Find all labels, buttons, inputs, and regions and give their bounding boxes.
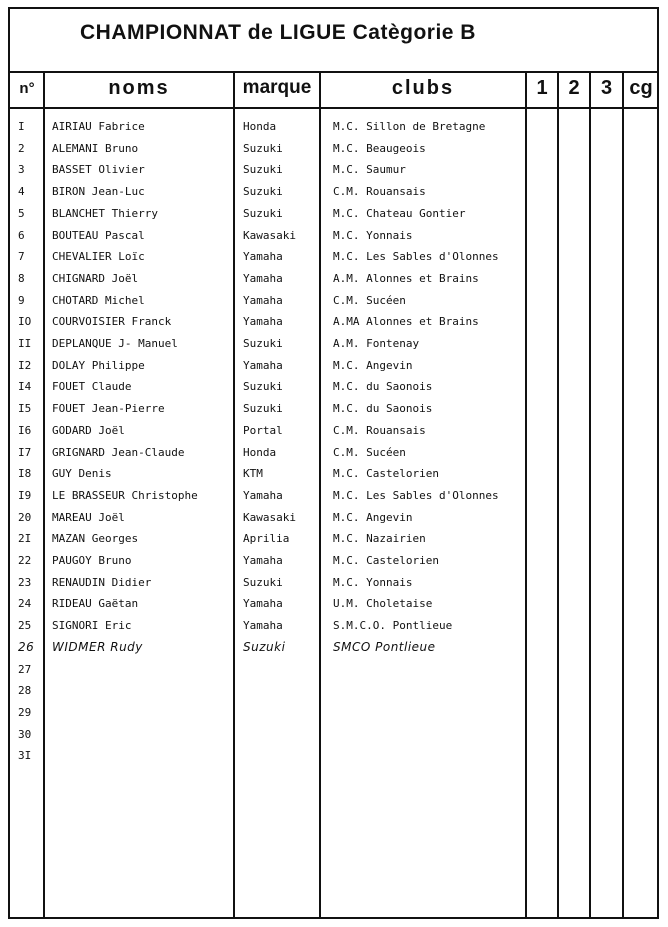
- table-row: [10, 116, 657, 137]
- table-row: [10, 290, 657, 311]
- entry-brand: Yamaha: [243, 488, 283, 502]
- entry-number: 20: [18, 510, 32, 524]
- entry-name: GODARD Joël: [52, 423, 125, 437]
- header-cg: cg: [629, 77, 653, 99]
- entry-brand: Yamaha: [243, 293, 283, 307]
- entry-name: BLANCHET Thierry: [52, 206, 158, 220]
- entry-number: IO: [18, 315, 32, 329]
- table-row: [10, 355, 657, 376]
- entry-number: 9: [18, 293, 25, 307]
- table-row: [10, 507, 657, 528]
- header-round-3: 3: [600, 77, 613, 99]
- entry-number: I: [18, 120, 25, 133]
- entry-brand: KTM: [243, 467, 263, 481]
- table-row: [10, 593, 657, 614]
- entry-number: I6: [18, 423, 32, 437]
- entry-name: CHOTARD Michel: [52, 293, 145, 307]
- table-row: [10, 268, 657, 289]
- entry-number: II: [18, 337, 32, 350]
- entry-club: C.M. Rouansais: [333, 185, 426, 199]
- entry-number: I9: [18, 488, 32, 502]
- entry-number: 26: [18, 639, 35, 654]
- entry-name: GRIGNARD Jean-Claude: [52, 445, 185, 459]
- entry-club: M.C. Castelorien: [333, 467, 439, 481]
- entry-club: U.M. Choletaise: [333, 597, 433, 611]
- table-row: [10, 311, 657, 332]
- entry-number: 5: [18, 206, 25, 220]
- table-header: [10, 73, 657, 109]
- entry-club: C.M. Sucéen: [333, 293, 406, 307]
- table-row: [10, 138, 657, 159]
- entry-name: RENAUDIN Didier: [52, 575, 152, 589]
- table-row: [10, 572, 657, 593]
- entry-club: C.M. Rouansais: [333, 423, 426, 437]
- entry-club: M.C. Yonnais: [333, 228, 413, 242]
- entry-name: RIDEAU Gaëtan: [52, 597, 139, 611]
- entry-number: 29: [18, 705, 32, 719]
- page-title: CHAMPIONNAT de LIGUE Catègorie B: [80, 21, 476, 44]
- entry-number: 4: [18, 185, 25, 199]
- table-row: [10, 246, 657, 267]
- table-row: [10, 659, 657, 680]
- entry-brand: Yamaha: [243, 358, 283, 372]
- entry-number: 27: [18, 662, 32, 676]
- entry-number: 28: [18, 684, 32, 698]
- table-row: [10, 420, 657, 441]
- table-row: [10, 398, 657, 419]
- table-row: [10, 333, 657, 354]
- results-sheet: [8, 7, 659, 919]
- header-round-1: 1: [536, 77, 548, 99]
- entry-club: M.C. Saumur: [333, 163, 406, 177]
- entry-club: M.C. Les Sables d'Olonnes: [333, 488, 499, 502]
- entry-brand: Yamaha: [243, 597, 283, 611]
- entry-name: PAUGOY Bruno: [52, 554, 132, 567]
- entry-brand: Portal: [243, 423, 283, 437]
- entry-number: I2: [18, 358, 32, 372]
- entry-number: I4: [18, 380, 32, 394]
- table-row: [10, 442, 657, 463]
- header-brand: marque: [242, 77, 312, 98]
- entry-brand: Suzuki: [243, 639, 286, 654]
- entry-name: MAZAN Georges: [52, 532, 139, 546]
- entry-name: COURVOISIER Franck: [52, 315, 172, 329]
- entry-club: C.M. Sucéen: [333, 445, 406, 459]
- header-names: noms: [108, 77, 170, 99]
- header-clubs: clubs: [391, 77, 455, 99]
- table-row: [10, 159, 657, 180]
- table-row: [10, 680, 657, 701]
- entry-number: 2: [18, 141, 25, 155]
- entry-club: S.M.C.O. Pontlieue: [333, 619, 453, 633]
- table-row: [10, 745, 657, 766]
- title-row: [10, 9, 657, 73]
- entry-club: A.MA Alonnes et Brains: [333, 315, 479, 329]
- entry-club: M.C. du Saonois: [333, 402, 433, 416]
- entry-number: I8: [18, 467, 32, 481]
- entry-number: 7: [18, 250, 25, 264]
- entry-name: LE BRASSEUR Christophe: [52, 488, 198, 502]
- table-row: [10, 528, 657, 549]
- table-row: [10, 724, 657, 745]
- entry-brand: Yamaha: [243, 554, 283, 567]
- entry-number: 8: [18, 271, 25, 285]
- entry-brand: Suzuki: [243, 163, 283, 177]
- table-row: [10, 203, 657, 224]
- entry-club: M.C. Castelorien: [333, 554, 439, 567]
- table-row: [10, 376, 657, 397]
- entry-brand: Suzuki: [243, 337, 283, 350]
- entry-name: SIGNORI Eric: [52, 619, 132, 633]
- entry-name: BASSET Olivier: [52, 163, 145, 177]
- header-round-2: 2: [568, 77, 580, 99]
- entry-number: I5: [18, 402, 32, 416]
- entry-club: M.C. Chateau Gontier: [333, 206, 466, 220]
- entry-brand: Honda: [243, 120, 277, 133]
- table-row: [10, 463, 657, 484]
- entry-club: M.C. Sillon de Bretagne: [333, 120, 486, 133]
- entry-club: M.C. Beaugeois: [333, 141, 426, 155]
- entry-brand: Suzuki: [243, 402, 283, 416]
- entry-number: 30: [18, 727, 32, 741]
- entry-club: M.C. Yonnais: [333, 575, 413, 589]
- entry-brand: Suzuki: [243, 206, 283, 220]
- entry-brand: Suzuki: [243, 185, 283, 199]
- entry-brand: Yamaha: [243, 619, 283, 633]
- entry-brand: Yamaha: [243, 250, 283, 264]
- entry-name: DOLAY Philippe: [52, 358, 145, 372]
- entry-brand: Suzuki: [243, 575, 283, 589]
- entry-club: M.C. Angevin: [333, 358, 413, 372]
- table-row: [10, 181, 657, 202]
- entry-brand: Yamaha: [243, 271, 283, 285]
- entry-brand: Yamaha: [243, 315, 283, 329]
- entry-brand: Honda: [243, 445, 277, 459]
- entry-club: A.M. Alonnes et Brains: [333, 271, 479, 285]
- entry-number: 24: [18, 597, 32, 611]
- entry-brand: Suzuki: [243, 141, 283, 155]
- table-row: [10, 485, 657, 506]
- entry-name: BOUTEAU Pascal: [52, 228, 145, 242]
- table-row: [10, 702, 657, 723]
- table-row: [10, 550, 657, 571]
- entry-number: 23: [18, 575, 32, 589]
- table-row: [10, 615, 657, 636]
- entry-club: M.C. Les Sables d'Olonnes: [333, 250, 499, 264]
- entry-name: CHIGNARD Joël: [52, 271, 139, 285]
- entry-club: M.C. Angevin: [333, 510, 413, 524]
- entry-brand: Suzuki: [243, 380, 283, 394]
- entry-name: BIRON Jean-Luc: [52, 185, 145, 199]
- entry-number: 22: [18, 554, 32, 567]
- entry-brand: Kawasaki: [243, 228, 296, 242]
- entry-name: DEPLANQUE J- Manuel: [52, 337, 178, 350]
- entry-name: FOUET Jean-Pierre: [52, 402, 165, 416]
- entry-number: 6: [18, 228, 25, 242]
- entry-name: AIRIAU Fabrice: [52, 120, 145, 133]
- entry-brand: Aprilia: [243, 532, 290, 546]
- entry-name: FOUET Claude: [52, 380, 132, 394]
- entry-name: GUY Denis: [52, 467, 112, 481]
- header-num: n°: [19, 80, 35, 97]
- entry-name: ALEMANI Bruno: [52, 141, 139, 155]
- entry-club: A.M. Fontenay: [333, 337, 420, 350]
- entry-brand: Kawasaki: [243, 510, 296, 524]
- entry-club: SMCO Pontlieue: [333, 639, 436, 654]
- entry-club: M.C. du Saonois: [333, 380, 433, 394]
- table-row: [10, 637, 657, 658]
- entry-number: I7: [18, 445, 32, 459]
- entry-number: 25: [18, 619, 32, 633]
- entry-name: CHEVALIER Loïc: [52, 250, 145, 264]
- entry-number: 3I: [18, 749, 32, 763]
- entry-number: 3: [18, 163, 25, 177]
- entry-club: M.C. Nazairien: [333, 532, 426, 546]
- entry-name: WIDMER Rudy: [52, 639, 143, 654]
- entry-number: 2I: [18, 532, 32, 546]
- entry-name: MAREAU Joël: [52, 510, 125, 524]
- table-row: [10, 225, 657, 246]
